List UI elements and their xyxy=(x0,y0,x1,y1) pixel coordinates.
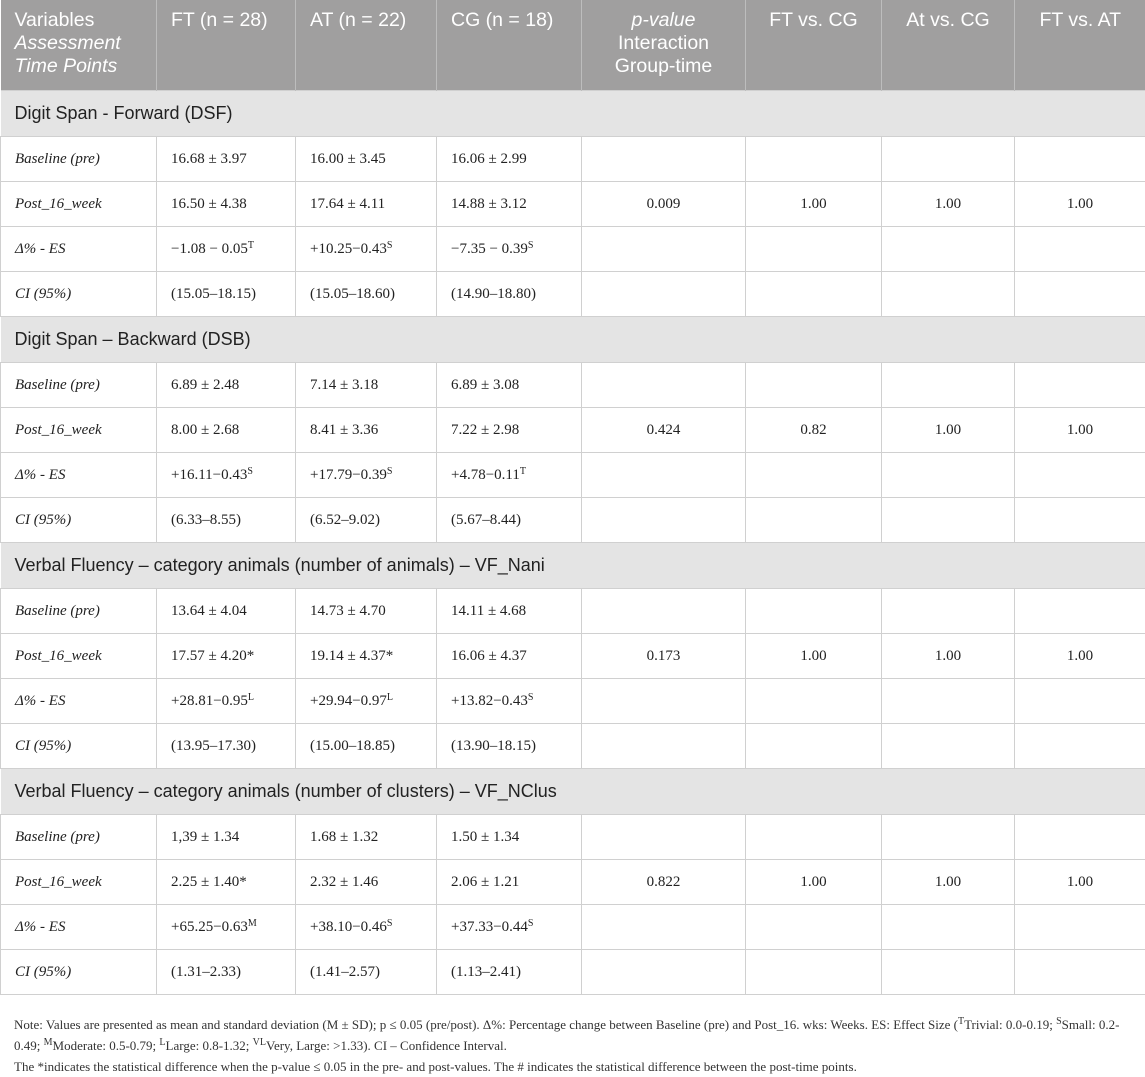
table-row-delta xyxy=(1,905,1145,950)
value-cell: (13.90–18.15) xyxy=(437,724,582,769)
value-cell: 2.32 ± 1.46 xyxy=(296,860,437,905)
table-row-delta xyxy=(1,679,1145,724)
stat-cell xyxy=(1015,815,1145,860)
note-line-2: The *indicates the statistical difference when the p-value ≤ 0.05 in the pre- and post-values. The # indicates the statistical difference between the post-time points. xyxy=(14,1056,1134,1077)
value-cell: 16.06 ± 4.37 xyxy=(437,634,582,679)
stat-cell xyxy=(882,453,1015,498)
value-cell: (1.41–2.57) xyxy=(296,950,437,995)
value-cell xyxy=(296,453,437,498)
value-cell: 13.64 ± 4.04 xyxy=(157,589,296,634)
delta-value: +16.11−0.43 xyxy=(171,467,247,483)
table-note xyxy=(14,1014,1134,1077)
stat-cell xyxy=(1015,498,1145,543)
value-cell: 2.25 ± 1.40* xyxy=(157,860,296,905)
section-title: Digit Span – Backward (DSB) xyxy=(1,317,1145,363)
value-cell xyxy=(157,453,296,498)
delta-value: +65.25−0.63 xyxy=(171,919,248,935)
stat-cell xyxy=(882,498,1015,543)
stat-cell xyxy=(746,453,882,498)
value-cell xyxy=(157,905,296,950)
effect-size-mark: T xyxy=(520,466,526,477)
row-label: Post_16_week xyxy=(1,860,157,905)
delta-value: +38.10−0.46 xyxy=(310,919,387,935)
table-row-baseline xyxy=(1,137,1145,182)
stat-cell xyxy=(746,498,882,543)
stat-cell: 1.00 xyxy=(746,634,882,679)
stat-cell xyxy=(746,137,882,182)
row-label: Δ% - ES xyxy=(1,453,157,498)
stat-cell xyxy=(882,950,1015,995)
delta-value: +10.25−0.43 xyxy=(310,241,387,257)
delta-value: +4.78−0.11 xyxy=(451,467,520,483)
stat-cell xyxy=(582,815,746,860)
stat-cell xyxy=(1015,950,1145,995)
stat-cell: 0.173 xyxy=(582,634,746,679)
stat-cell xyxy=(582,905,746,950)
stat-cell xyxy=(882,724,1015,769)
stat-cell xyxy=(1015,272,1145,317)
value-cell: 1.68 ± 1.32 xyxy=(296,815,437,860)
header-ft-vs-at: FT vs. AT xyxy=(1015,0,1145,91)
stat-cell xyxy=(746,589,882,634)
value-cell: (14.90–18.80) xyxy=(437,272,582,317)
header-cg: CG (n = 18) xyxy=(437,0,582,91)
value-cell: 17.57 ± 4.20* xyxy=(157,634,296,679)
row-label: Δ% - ES xyxy=(1,227,157,272)
row-label: Baseline (pre) xyxy=(1,137,157,182)
value-cell xyxy=(296,679,437,724)
stat-cell xyxy=(882,905,1015,950)
stat-cell xyxy=(582,498,746,543)
stat-cell xyxy=(746,363,882,408)
stat-cell xyxy=(582,227,746,272)
table-row-baseline xyxy=(1,589,1145,634)
table-row-post xyxy=(1,408,1145,453)
table-row-ci xyxy=(1,724,1145,769)
value-cell: 2.06 ± 1.21 xyxy=(437,860,582,905)
stat-cell xyxy=(582,453,746,498)
stat-cell xyxy=(582,137,746,182)
value-cell: 6.89 ± 2.48 xyxy=(157,363,296,408)
value-cell: (1.13–2.41) xyxy=(437,950,582,995)
stat-cell xyxy=(1015,724,1145,769)
effect-size-mark: S xyxy=(247,466,253,477)
row-label: CI (95%) xyxy=(1,272,157,317)
row-label: Δ% - ES xyxy=(1,679,157,724)
value-cell: 16.06 ± 2.99 xyxy=(437,137,582,182)
value-cell xyxy=(296,905,437,950)
value-cell: (6.52–9.02) xyxy=(296,498,437,543)
value-cell: 7.14 ± 3.18 xyxy=(296,363,437,408)
value-cell: 8.00 ± 2.68 xyxy=(157,408,296,453)
value-cell: 17.64 ± 4.11 xyxy=(296,182,437,227)
stat-cell xyxy=(1015,137,1145,182)
stat-cell: 1.00 xyxy=(882,634,1015,679)
stat-cell: 1.00 xyxy=(1015,634,1145,679)
value-cell: 14.73 ± 4.70 xyxy=(296,589,437,634)
stat-cell xyxy=(582,272,746,317)
value-cell xyxy=(157,679,296,724)
stat-cell xyxy=(1015,589,1145,634)
effect-size-mark: L xyxy=(248,692,254,703)
value-cell: 7.22 ± 2.98 xyxy=(437,408,582,453)
stat-cell xyxy=(1015,227,1145,272)
row-label: Baseline (pre) xyxy=(1,589,157,634)
table-header xyxy=(1,0,1145,91)
stat-cell xyxy=(582,950,746,995)
value-cell: (6.33–8.55) xyxy=(157,498,296,543)
stat-cell xyxy=(882,137,1015,182)
delta-value: −1.08 − 0.05 xyxy=(171,241,248,257)
section-title: Digit Span - Forward (DSF) xyxy=(1,91,1145,137)
value-cell: (13.95–17.30) xyxy=(157,724,296,769)
stat-cell xyxy=(1015,453,1145,498)
value-cell xyxy=(437,679,582,724)
stat-cell xyxy=(582,724,746,769)
effect-size-mark: S xyxy=(387,918,393,929)
delta-value: +13.82−0.43 xyxy=(451,693,528,709)
header-at: AT (n = 22) xyxy=(296,0,437,91)
value-cell: 1,39 ± 1.34 xyxy=(157,815,296,860)
effect-size-mark: S xyxy=(528,918,534,929)
section-title: Verbal Fluency – category animals (number of clusters) – VF_NClus xyxy=(1,769,1145,815)
row-label: Baseline (pre) xyxy=(1,815,157,860)
table-row-ci xyxy=(1,950,1145,995)
section-header-row xyxy=(1,543,1145,589)
row-label: CI (95%) xyxy=(1,498,157,543)
table-row-baseline xyxy=(1,363,1145,408)
stat-cell xyxy=(582,679,746,724)
stat-cell xyxy=(746,815,882,860)
delta-value: +28.81−0.95 xyxy=(171,693,248,709)
stat-cell xyxy=(582,589,746,634)
row-label: Post_16_week xyxy=(1,408,157,453)
stat-cell: 0.82 xyxy=(746,408,882,453)
section-title: Verbal Fluency – category animals (number of animals) – VF_Nani xyxy=(1,543,1145,589)
stat-cell xyxy=(882,815,1015,860)
value-cell xyxy=(437,227,582,272)
value-cell xyxy=(437,905,582,950)
table-row-delta xyxy=(1,227,1145,272)
stat-cell: 0.424 xyxy=(582,408,746,453)
stat-cell xyxy=(746,724,882,769)
value-cell: 16.50 ± 4.38 xyxy=(157,182,296,227)
value-cell: 6.89 ± 3.08 xyxy=(437,363,582,408)
value-cell: 14.11 ± 4.68 xyxy=(437,589,582,634)
stat-cell: 1.00 xyxy=(746,182,882,227)
effect-size-mark: L xyxy=(387,692,393,703)
stat-cell xyxy=(882,272,1015,317)
value-cell xyxy=(296,227,437,272)
stat-cell xyxy=(582,363,746,408)
effect-size-mark: S xyxy=(387,466,393,477)
stat-cell xyxy=(746,950,882,995)
row-label: Post_16_week xyxy=(1,634,157,679)
value-cell: 16.68 ± 3.97 xyxy=(157,137,296,182)
stat-cell: 0.822 xyxy=(582,860,746,905)
stat-cell xyxy=(1015,363,1145,408)
stat-cell: 0.009 xyxy=(582,182,746,227)
effect-size-mark: M xyxy=(248,918,257,929)
stat-cell: 1.00 xyxy=(882,860,1015,905)
effect-size-mark: S xyxy=(528,692,534,703)
value-cell: 19.14 ± 4.37* xyxy=(296,634,437,679)
delta-value: +37.33−0.44 xyxy=(451,919,528,935)
value-cell: 8.41 ± 3.36 xyxy=(296,408,437,453)
row-label: CI (95%) xyxy=(1,724,157,769)
stat-cell xyxy=(882,679,1015,724)
effect-size-mark: T xyxy=(248,240,254,251)
stat-cell: 1.00 xyxy=(746,860,882,905)
stat-cell xyxy=(1015,679,1145,724)
delta-value: +17.79−0.39 xyxy=(310,467,387,483)
table-row-baseline xyxy=(1,815,1145,860)
table-row-ci xyxy=(1,498,1145,543)
stat-cell: 1.00 xyxy=(1015,408,1145,453)
value-cell: 1.50 ± 1.34 xyxy=(437,815,582,860)
section-header-row xyxy=(1,769,1145,815)
value-cell: (15.05–18.15) xyxy=(157,272,296,317)
header-variables: Variables Assessment Time Points xyxy=(1,0,157,91)
stat-cell xyxy=(746,227,882,272)
section-header-row xyxy=(1,317,1145,363)
table-body xyxy=(1,91,1145,995)
header-at-vs-cg: At vs. CG xyxy=(882,0,1015,91)
stat-cell xyxy=(746,272,882,317)
stat-cell xyxy=(882,227,1015,272)
effect-size-mark: S xyxy=(387,240,393,251)
delta-value: +29.94−0.97 xyxy=(310,693,387,709)
stat-cell xyxy=(882,363,1015,408)
header-ft: FT (n = 28) xyxy=(157,0,296,91)
value-cell: (15.00–18.85) xyxy=(296,724,437,769)
delta-value: −7.35 − 0.39 xyxy=(451,241,528,257)
stat-cell: 1.00 xyxy=(1015,182,1145,227)
stat-cell: 1.00 xyxy=(882,408,1015,453)
row-label: CI (95%) xyxy=(1,950,157,995)
stat-cell xyxy=(882,589,1015,634)
row-label: Baseline (pre) xyxy=(1,363,157,408)
table-row-post xyxy=(1,634,1145,679)
row-label: Δ% - ES xyxy=(1,905,157,950)
table-row-delta xyxy=(1,453,1145,498)
effect-size-mark: S xyxy=(528,240,534,251)
section-header-row xyxy=(1,91,1145,137)
stat-cell: 1.00 xyxy=(1015,860,1145,905)
value-cell: 14.88 ± 3.12 xyxy=(437,182,582,227)
table-row-post xyxy=(1,182,1145,227)
value-cell: (1.31–2.33) xyxy=(157,950,296,995)
stat-cell xyxy=(746,905,882,950)
table-row-ci xyxy=(1,272,1145,317)
table-row-post xyxy=(1,860,1145,905)
stat-cell xyxy=(746,679,882,724)
value-cell: (5.67–8.44) xyxy=(437,498,582,543)
value-cell xyxy=(157,227,296,272)
header-p-value: p-value Interaction Group-time xyxy=(582,0,746,91)
note-line-1: Note: Values are presented as mean and standard deviation (M ± SD); p ≤ 0.05 (pre/post). Δ%: Percentage change between Baseline (pre) and Post_16. wks: Weeks. ES: Effect Size ($^T$Trivial: 0.0-0.19; $^S$Small: 0.2-0.49; $^M$Moderate: 0.5-0.79; $^L$Large: 0.8-1.32; $^{VL}$Very, Large: >1.33). CI – Confidence Interval. xyxy=(14,1014,1134,1056)
row-label: Post_16_week xyxy=(1,182,157,227)
stat-cell: 1.00 xyxy=(882,182,1015,227)
value-cell: (15.05–18.60) xyxy=(296,272,437,317)
value-cell: 16.00 ± 3.45 xyxy=(296,137,437,182)
stat-cell xyxy=(1015,905,1145,950)
header-ft-vs-cg: FT vs. CG xyxy=(746,0,882,91)
value-cell xyxy=(437,453,582,498)
